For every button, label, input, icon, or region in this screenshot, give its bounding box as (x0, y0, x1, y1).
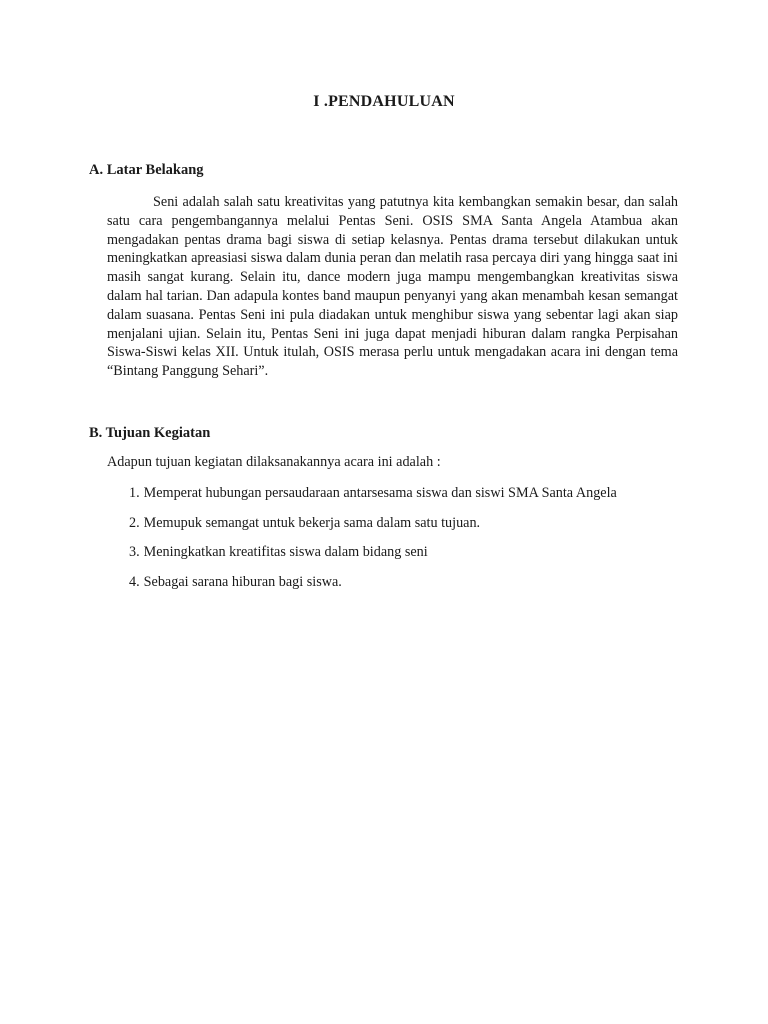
section-b-heading: B. Tujuan Kegiatan (89, 425, 211, 441)
list-item (129, 573, 617, 603)
goals-list (129, 484, 617, 602)
goals-intro: Adapun tujuan kegiatan dilaksanakannya acara ini adalah : (107, 454, 441, 470)
list-item-number: 1. (129, 485, 140, 501)
list-item-text: Memupuk semangat untuk bekerja sama dalam satu tujuan. (143, 514, 481, 531)
list-item-text: Sebagai sarana hiburan bagi siswa. (143, 573, 342, 590)
list-item (129, 514, 617, 544)
list-item-number: 4. (129, 573, 140, 590)
list-item-text: Memperat hubungan persaudaraan antarsesama siswa dan siswi SMA Santa Angela (143, 485, 617, 501)
list-item-number: 2. (129, 514, 140, 531)
background-paragraph: Seni adalah salah satu kreativitas yang patutnya kita kembangkan semakin besar, dan salah satu cara pengembangannya melalui Pentas Seni. OSIS SMA Santa Angela Atambua akan mengadakan pentas drama bagi siswa di setiap kelasnya. Pentas drama tersebut dilakukan untuk meningkatkan apreasiasi siswa dalam dunia peran dan melatih rasa percaya diri yang hingga saat ini masih sangat kurang. Selain itu, dance modern juga mampu mengembangkan kreativitas siswa dalam hal tarian. Dan adapula kontes band maupun penyanyi yang akan menambah kesan semangat dalam suasana. Pentas Seni ini pula diadakan untuk menghibur siswa yang sebentar lagi akan siap menjalani ujian. Selain itu, Pentas Seni ini juga dapat menjadi hiburan dalam rangka Perpisahan Siswa-Siswi kelas XII. Untuk itulah, OSIS merasa perlu untuk mengadakan acara ini dengan tema “Bintang Panggung Sehari”. (107, 194, 678, 380)
section-a-heading: A. Latar Belakang (89, 162, 204, 178)
list-item-number: 3. (129, 544, 140, 560)
list-item (129, 484, 617, 514)
list-item-text: Meningkatkan kreatifitas siswa dalam bidang seni (143, 544, 428, 560)
list-item (129, 543, 617, 573)
chapter-title: I .PENDAHULUAN (313, 93, 455, 110)
